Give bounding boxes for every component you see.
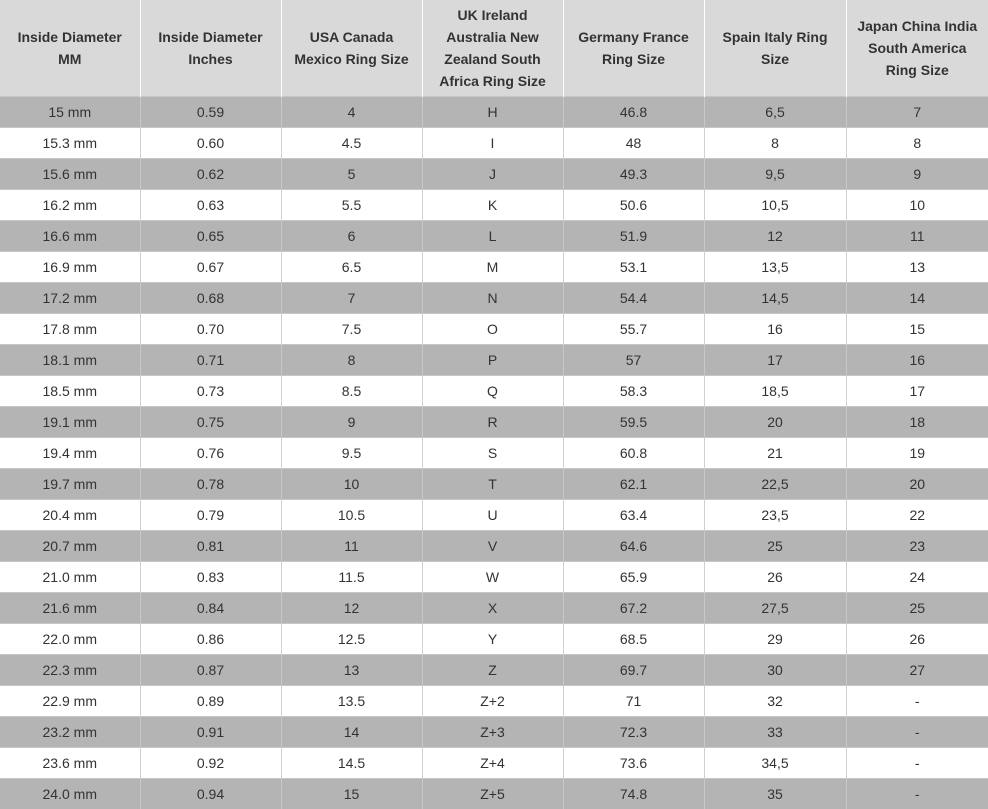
table-row [0, 592, 988, 623]
cell-usa-size: 14 [281, 716, 422, 747]
cell-germany-size: 46.8 [563, 96, 704, 127]
cell-diameter-mm: 21.6 mm [0, 592, 140, 623]
cell-uk-size: K [422, 189, 563, 220]
cell-germany-size: 51.9 [563, 220, 704, 251]
cell-diameter-mm: 19.4 mm [0, 437, 140, 468]
table-row [0, 127, 988, 158]
header-uk-ireland-australia-nz-sa: UK Ireland Australia New Zealand South Africa Ring Size [422, 0, 563, 96]
cell-uk-size: I [422, 127, 563, 158]
table-row [0, 313, 988, 344]
cell-germany-size: 60.8 [563, 437, 704, 468]
cell-diameter-mm: 23.2 mm [0, 716, 140, 747]
cell-diameter-mm: 19.7 mm [0, 468, 140, 499]
cell-spain-size: 12 [704, 220, 846, 251]
cell-usa-size: 7.5 [281, 313, 422, 344]
cell-germany-size: 63.4 [563, 499, 704, 530]
cell-usa-size: 13 [281, 654, 422, 685]
header-spain-italy: Spain Italy Ring Size [704, 0, 846, 96]
cell-germany-size: 50.6 [563, 189, 704, 220]
header-japan-china-india-south-america: Japan China India South America Ring Size [846, 0, 988, 96]
cell-spain-size: 10,5 [704, 189, 846, 220]
cell-usa-size: 7 [281, 282, 422, 313]
cell-diameter-inches: 0.68 [140, 282, 281, 313]
cell-japan-size: 19 [846, 437, 988, 468]
cell-germany-size: 48 [563, 127, 704, 158]
cell-spain-size: 18,5 [704, 375, 846, 406]
cell-diameter-inches: 0.81 [140, 530, 281, 561]
cell-uk-size: Y [422, 623, 563, 654]
cell-spain-size: 9,5 [704, 158, 846, 189]
cell-uk-size: N [422, 282, 563, 313]
cell-japan-size: 8 [846, 127, 988, 158]
cell-uk-size: Z [422, 654, 563, 685]
cell-diameter-inches: 0.75 [140, 406, 281, 437]
cell-diameter-inches: 0.65 [140, 220, 281, 251]
cell-spain-size: 22,5 [704, 468, 846, 499]
cell-diameter-mm: 15.3 mm [0, 127, 140, 158]
cell-japan-size: 14 [846, 282, 988, 313]
table-row [0, 158, 988, 189]
cell-spain-size: 32 [704, 685, 846, 716]
cell-japan-size: 16 [846, 344, 988, 375]
cell-japan-size: - [846, 716, 988, 747]
cell-uk-size: M [422, 251, 563, 282]
cell-diameter-inches: 0.83 [140, 561, 281, 592]
table-row [0, 530, 988, 561]
cell-japan-size: 20 [846, 468, 988, 499]
cell-uk-size: J [422, 158, 563, 189]
cell-germany-size: 55.7 [563, 313, 704, 344]
cell-diameter-mm: 16.2 mm [0, 189, 140, 220]
cell-spain-size: 35 [704, 778, 846, 809]
cell-germany-size: 54.4 [563, 282, 704, 313]
cell-diameter-mm: 18.5 mm [0, 375, 140, 406]
header-germany-france: Germany France Ring Size [563, 0, 704, 96]
cell-uk-size: Q [422, 375, 563, 406]
table-row [0, 747, 988, 778]
cell-japan-size: 26 [846, 623, 988, 654]
table-row [0, 654, 988, 685]
cell-diameter-mm: 16.6 mm [0, 220, 140, 251]
cell-diameter-inches: 0.71 [140, 344, 281, 375]
cell-germany-size: 59.5 [563, 406, 704, 437]
cell-diameter-inches: 0.84 [140, 592, 281, 623]
cell-japan-size: 9 [846, 158, 988, 189]
cell-diameter-mm: 22.9 mm [0, 685, 140, 716]
cell-japan-size: 25 [846, 592, 988, 623]
header-inside-diameter-inches: Inside Diameter Inches [140, 0, 281, 96]
cell-germany-size: 62.1 [563, 468, 704, 499]
table-body [0, 96, 988, 809]
cell-diameter-inches: 0.87 [140, 654, 281, 685]
cell-usa-size: 11 [281, 530, 422, 561]
cell-usa-size: 8.5 [281, 375, 422, 406]
cell-uk-size: Z+2 [422, 685, 563, 716]
cell-japan-size: 15 [846, 313, 988, 344]
cell-uk-size: Z+5 [422, 778, 563, 809]
cell-usa-size: 10.5 [281, 499, 422, 530]
cell-diameter-mm: 17.8 mm [0, 313, 140, 344]
cell-diameter-mm: 15.6 mm [0, 158, 140, 189]
cell-diameter-inches: 0.60 [140, 127, 281, 158]
cell-spain-size: 8 [704, 127, 846, 158]
cell-uk-size: W [422, 561, 563, 592]
cell-diameter-inches: 0.86 [140, 623, 281, 654]
table-row [0, 468, 988, 499]
cell-uk-size: V [422, 530, 563, 561]
cell-usa-size: 11.5 [281, 561, 422, 592]
table-row [0, 96, 988, 127]
cell-diameter-inches: 0.92 [140, 747, 281, 778]
cell-germany-size: 57 [563, 344, 704, 375]
cell-diameter-inches: 0.67 [140, 251, 281, 282]
table-row [0, 623, 988, 654]
cell-japan-size: 17 [846, 375, 988, 406]
cell-japan-size: 23 [846, 530, 988, 561]
cell-uk-size: L [422, 220, 563, 251]
cell-diameter-mm: 23.6 mm [0, 747, 140, 778]
cell-spain-size: 20 [704, 406, 846, 437]
cell-usa-size: 14.5 [281, 747, 422, 778]
cell-japan-size: 22 [846, 499, 988, 530]
table-row [0, 716, 988, 747]
cell-usa-size: 12 [281, 592, 422, 623]
cell-uk-size: Z+4 [422, 747, 563, 778]
cell-usa-size: 5.5 [281, 189, 422, 220]
cell-usa-size: 10 [281, 468, 422, 499]
cell-germany-size: 49.3 [563, 158, 704, 189]
table-row [0, 189, 988, 220]
cell-diameter-inches: 0.79 [140, 499, 281, 530]
table-row [0, 561, 988, 592]
table-header [0, 0, 988, 96]
cell-spain-size: 26 [704, 561, 846, 592]
cell-spain-size: 23,5 [704, 499, 846, 530]
cell-diameter-inches: 0.73 [140, 375, 281, 406]
cell-japan-size: - [846, 778, 988, 809]
cell-germany-size: 73.6 [563, 747, 704, 778]
cell-diameter-inches: 0.76 [140, 437, 281, 468]
cell-germany-size: 64.6 [563, 530, 704, 561]
cell-germany-size: 71 [563, 685, 704, 716]
cell-spain-size: 29 [704, 623, 846, 654]
cell-usa-size: 12.5 [281, 623, 422, 654]
cell-diameter-mm: 16.9 mm [0, 251, 140, 282]
cell-diameter-mm: 22.3 mm [0, 654, 140, 685]
cell-diameter-inches: 0.59 [140, 96, 281, 127]
cell-uk-size: Z+3 [422, 716, 563, 747]
cell-usa-size: 8 [281, 344, 422, 375]
table-row [0, 685, 988, 716]
cell-germany-size: 69.7 [563, 654, 704, 685]
cell-japan-size: 13 [846, 251, 988, 282]
cell-diameter-mm: 19.1 mm [0, 406, 140, 437]
cell-japan-size: 24 [846, 561, 988, 592]
cell-germany-size: 74.8 [563, 778, 704, 809]
cell-uk-size: H [422, 96, 563, 127]
cell-spain-size: 16 [704, 313, 846, 344]
cell-spain-size: 34,5 [704, 747, 846, 778]
cell-diameter-mm: 18.1 mm [0, 344, 140, 375]
table-row [0, 344, 988, 375]
cell-diameter-inches: 0.63 [140, 189, 281, 220]
cell-spain-size: 25 [704, 530, 846, 561]
table-row [0, 375, 988, 406]
table-row [0, 499, 988, 530]
table-row [0, 437, 988, 468]
cell-japan-size: 27 [846, 654, 988, 685]
cell-diameter-mm: 24.0 mm [0, 778, 140, 809]
cell-japan-size: 11 [846, 220, 988, 251]
cell-uk-size: P [422, 344, 563, 375]
cell-diameter-mm: 17.2 mm [0, 282, 140, 313]
cell-spain-size: 14,5 [704, 282, 846, 313]
cell-uk-size: U [422, 499, 563, 530]
cell-japan-size: 10 [846, 189, 988, 220]
cell-germany-size: 58.3 [563, 375, 704, 406]
cell-germany-size: 68.5 [563, 623, 704, 654]
cell-uk-size: T [422, 468, 563, 499]
cell-spain-size: 13,5 [704, 251, 846, 282]
cell-germany-size: 72.3 [563, 716, 704, 747]
header-usa-canada-mexico: USA Canada Mexico Ring Size [281, 0, 422, 96]
table-row [0, 282, 988, 313]
cell-germany-size: 53.1 [563, 251, 704, 282]
cell-usa-size: 9.5 [281, 437, 422, 468]
cell-diameter-inches: 0.89 [140, 685, 281, 716]
table-row [0, 406, 988, 437]
cell-japan-size: - [846, 685, 988, 716]
cell-usa-size: 6.5 [281, 251, 422, 282]
cell-usa-size: 4.5 [281, 127, 422, 158]
cell-diameter-inches: 0.94 [140, 778, 281, 809]
cell-germany-size: 67.2 [563, 592, 704, 623]
cell-japan-size: 7 [846, 96, 988, 127]
header-row [0, 0, 988, 96]
cell-diameter-mm: 20.7 mm [0, 530, 140, 561]
cell-usa-size: 6 [281, 220, 422, 251]
cell-spain-size: 27,5 [704, 592, 846, 623]
table-row [0, 220, 988, 251]
cell-diameter-inches: 0.70 [140, 313, 281, 344]
cell-japan-size: 18 [846, 406, 988, 437]
table-row [0, 251, 988, 282]
cell-diameter-mm: 21.0 mm [0, 561, 140, 592]
cell-usa-size: 15 [281, 778, 422, 809]
cell-diameter-inches: 0.78 [140, 468, 281, 499]
cell-usa-size: 13.5 [281, 685, 422, 716]
cell-usa-size: 9 [281, 406, 422, 437]
cell-japan-size: - [846, 747, 988, 778]
cell-germany-size: 65.9 [563, 561, 704, 592]
cell-diameter-mm: 15 mm [0, 96, 140, 127]
table-row [0, 778, 988, 809]
cell-diameter-mm: 20.4 mm [0, 499, 140, 530]
cell-uk-size: X [422, 592, 563, 623]
cell-usa-size: 4 [281, 96, 422, 127]
cell-uk-size: S [422, 437, 563, 468]
cell-diameter-inches: 0.62 [140, 158, 281, 189]
cell-uk-size: R [422, 406, 563, 437]
cell-diameter-inches: 0.91 [140, 716, 281, 747]
cell-spain-size: 33 [704, 716, 846, 747]
cell-diameter-mm: 22.0 mm [0, 623, 140, 654]
cell-spain-size: 6,5 [704, 96, 846, 127]
cell-spain-size: 21 [704, 437, 846, 468]
cell-spain-size: 17 [704, 344, 846, 375]
cell-spain-size: 30 [704, 654, 846, 685]
cell-uk-size: O [422, 313, 563, 344]
header-inside-diameter-mm: Inside Diameter MM [0, 0, 140, 96]
cell-usa-size: 5 [281, 158, 422, 189]
